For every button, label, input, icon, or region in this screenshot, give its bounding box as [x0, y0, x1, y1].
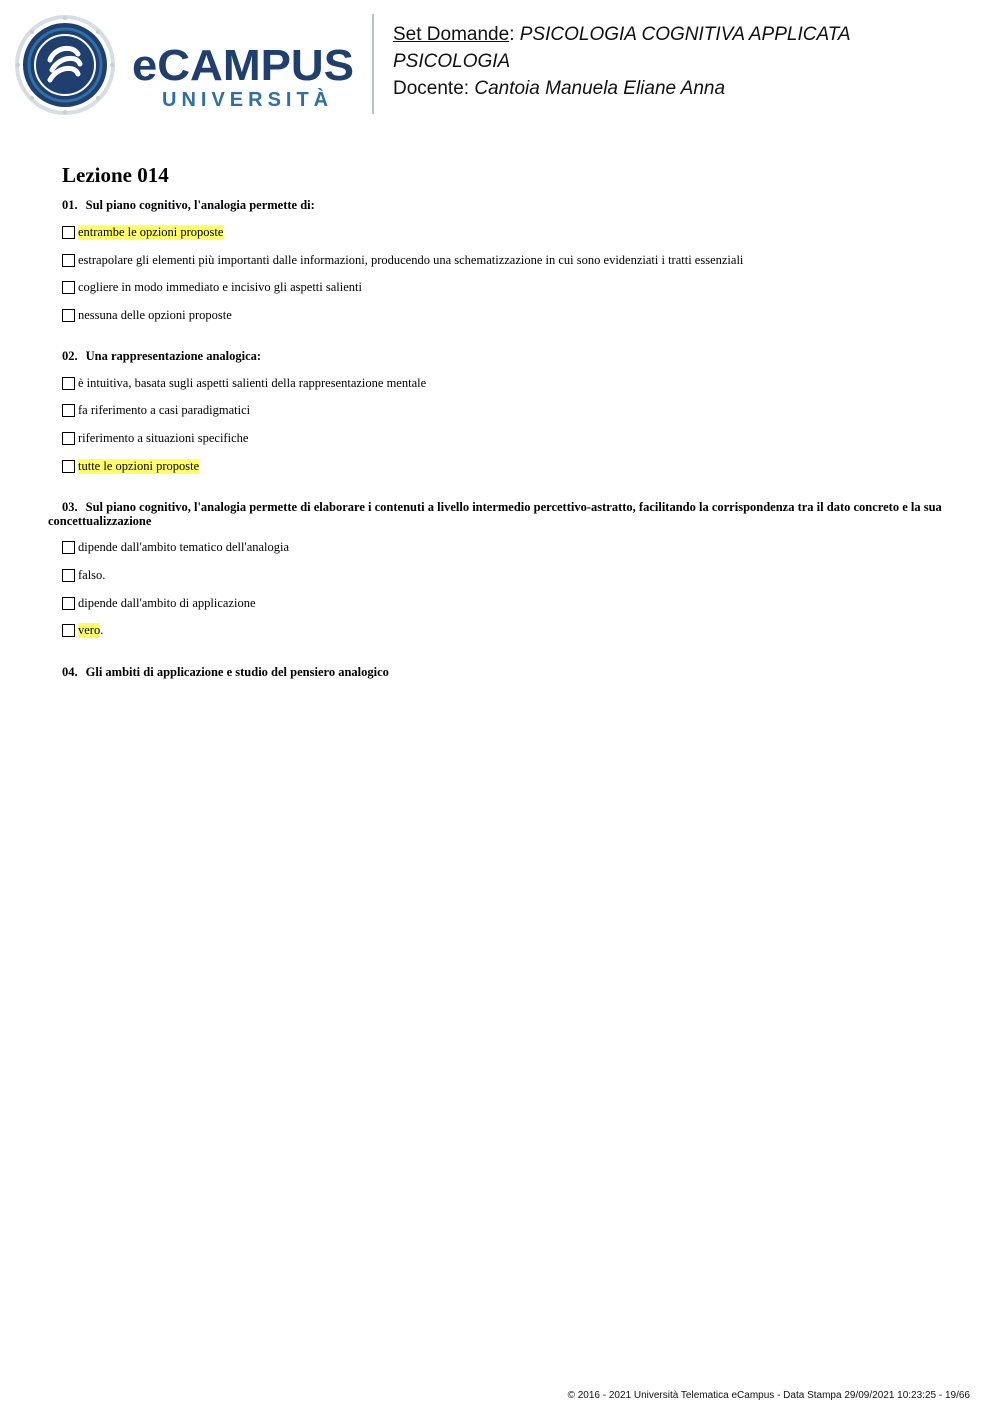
brand-subtitle: UNIVERSITÀ: [162, 89, 334, 111]
option-row[interactable]: [62, 595, 256, 611]
option-row[interactable]: [62, 458, 199, 474]
question-04: [62, 665, 942, 679]
question-number: 01.: [62, 198, 78, 212]
option-label: tutte le opzioni proposte: [78, 458, 200, 473]
set-separator: :: [509, 24, 520, 45]
page-footer: © 2016 - 2021 Università Telematica eCampus - Data Stampa 29/09/2021 10:23:25 - 19/66: [567, 1390, 970, 1401]
teacher-label: Docente: [393, 78, 464, 99]
question-number: 02.: [62, 349, 78, 363]
option-checkbox[interactable]: [62, 541, 75, 554]
option-checkbox[interactable]: [62, 281, 75, 294]
option-checkbox[interactable]: [62, 624, 75, 637]
question-text: [62, 349, 942, 363]
option-row[interactable]: [62, 279, 362, 295]
page-header: [0, 0, 1000, 125]
option-label: vero: [78, 622, 101, 637]
option-label: riferimento a situazioni specifiche: [78, 430, 249, 445]
option-label: estrapolare gli elementi più importanti dalle informazioni, producendo una schematizzazione in cui sono evidenziati i tratti essenziali: [78, 252, 744, 267]
option-label: falso.: [78, 567, 106, 582]
set-line: [393, 21, 973, 48]
teacher-value: Cantoia Manuela Eliane Anna: [474, 78, 726, 99]
option-label: cogliere in modo immediato e incisivo gli aspetti salienti: [78, 279, 362, 294]
option-label: fa riferimento a casi paradigmatici: [78, 402, 251, 417]
teacher-line: [393, 75, 973, 102]
option-checkbox[interactable]: [62, 404, 75, 417]
ecampus-seal-logo: [14, 14, 116, 116]
option-row[interactable]: [62, 567, 105, 583]
question-body: Gli ambiti di applicazione e studio del pensiero analogico: [85, 665, 389, 679]
option-label: nessuna delle opzioni proposte: [78, 307, 232, 322]
question-body: Una rappresentazione analogica:: [85, 349, 262, 363]
option-label: entrambe le opzioni proposte: [78, 224, 224, 239]
option-label: dipende dall'ambito di applicazione: [78, 595, 256, 610]
option-checkbox[interactable]: [62, 432, 75, 445]
question-number: 03.: [62, 500, 78, 514]
option-checkbox[interactable]: [62, 569, 75, 582]
option-checkbox[interactable]: [62, 226, 75, 239]
teacher-separator: :: [463, 78, 475, 99]
option-row[interactable]: [62, 307, 232, 323]
question-body: Sul piano cognitivo, l'analogia permette di elaborare i contenuti a livello intermedio percettivo-astratto, facilitando la corrispondenza tra il dato concreto e la sua concettualizzazione: [48, 500, 942, 528]
question-body: Sul piano cognitivo, l'analogia permette di:: [85, 198, 315, 212]
option-checkbox[interactable]: [62, 309, 75, 322]
question-text: [62, 198, 942, 212]
question-number: 04.: [62, 665, 78, 679]
set-label: Set Domande: [393, 24, 510, 45]
option-checkbox[interactable]: [62, 254, 75, 267]
option-row[interactable]: [62, 252, 743, 268]
option-row[interactable]: [62, 622, 103, 638]
option-label: dipende dall'ambito tematico dell'analogia: [78, 539, 290, 554]
question-03: [48, 500, 942, 637]
lesson-title: Lezione 014: [62, 163, 169, 187]
option-checkbox[interactable]: [62, 377, 75, 390]
option-row[interactable]: [62, 539, 289, 555]
option-checkbox[interactable]: [62, 597, 75, 610]
header-divider: [372, 14, 374, 114]
option-row[interactable]: [62, 375, 426, 391]
question-02: [62, 349, 942, 473]
option-label: è intuitiva, basata sugli aspetti salienti della rappresentazione mentale: [78, 375, 427, 390]
option-suffix: .: [100, 622, 104, 637]
question-text: [62, 665, 942, 679]
option-row[interactable]: [62, 402, 250, 418]
option-row[interactable]: [62, 224, 223, 240]
option-checkbox[interactable]: [62, 460, 75, 473]
course-info: [393, 21, 973, 102]
ecampus-wordmark-logo: [132, 40, 360, 112]
brand-name: eCAMPUS: [132, 41, 354, 90]
set-value-line1: PSICOLOGIA COGNITIVA APPLICATA: [519, 24, 851, 45]
option-row[interactable]: [62, 430, 248, 446]
question-01: [62, 198, 942, 322]
set-value-line2: PSICOLOGIA: [393, 51, 511, 72]
question-text: [48, 500, 942, 528]
